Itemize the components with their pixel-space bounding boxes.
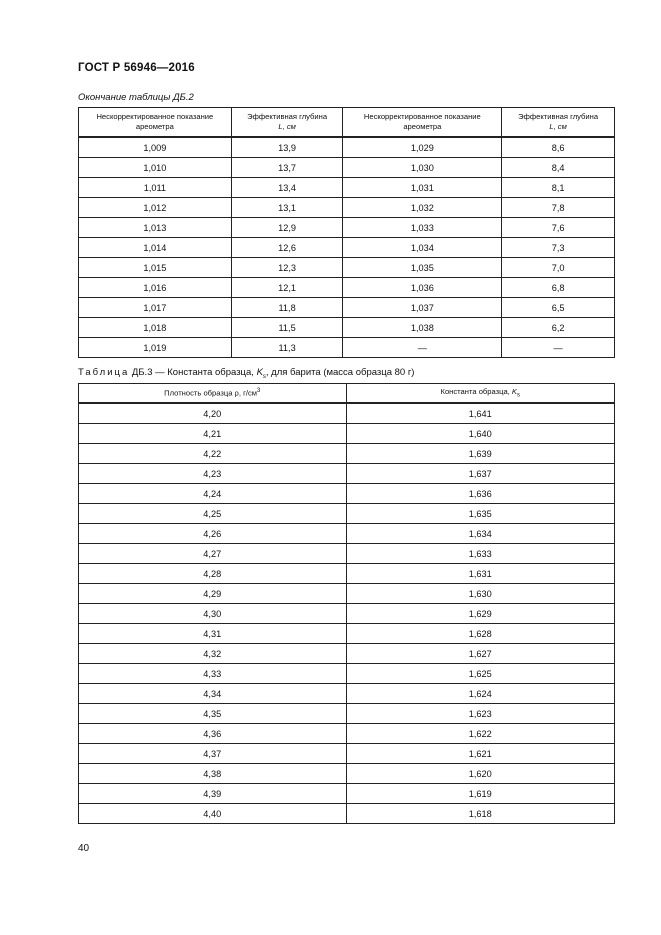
table-row xyxy=(79,484,615,504)
header-text: Плотность образца ρ, г/см xyxy=(164,388,257,398)
table-cell: 4,22 xyxy=(79,444,347,464)
table-cell: 7,3 xyxy=(502,238,615,258)
table-cell: 1,036 xyxy=(343,278,502,298)
table-cell: 1,010 xyxy=(79,158,232,178)
header-line: Нескорректированное показание xyxy=(96,112,214,121)
header-line: L, см xyxy=(549,122,567,131)
table-cell: 1,641 xyxy=(346,403,615,424)
table-cell: 1,639 xyxy=(346,444,615,464)
table-cell: 7,0 xyxy=(502,258,615,278)
table-cell: 4,20 xyxy=(79,403,347,424)
table-cell: 4,26 xyxy=(79,524,347,544)
table-cell: 1,635 xyxy=(346,504,615,524)
table2-header-density xyxy=(79,384,347,404)
table-cell: 1,017 xyxy=(79,298,232,318)
caption-word: Таблица xyxy=(78,367,130,378)
table-cell: 1,640 xyxy=(346,424,615,444)
table-cell: 4,21 xyxy=(79,424,347,444)
table-cell: 13,4 xyxy=(231,178,343,198)
table-cell: 1,631 xyxy=(346,564,615,584)
table-cell: 7,6 xyxy=(502,218,615,238)
table-row xyxy=(79,198,615,218)
table-cell: 1,627 xyxy=(346,644,615,664)
table1-header-depth-2 xyxy=(502,108,615,138)
table-cell: 7,8 xyxy=(502,198,615,218)
table-cell: 12,1 xyxy=(231,278,343,298)
table-db3 xyxy=(78,383,615,824)
table-row xyxy=(79,644,615,664)
header-var: K xyxy=(511,387,517,397)
table-cell: 1,018 xyxy=(79,318,232,338)
table-row xyxy=(79,624,615,644)
caption-tail: , для барита (масса образца 80 г) xyxy=(265,367,415,378)
table2-header-constant xyxy=(346,384,615,404)
table-cell: 4,25 xyxy=(79,504,347,524)
table-cell: 1,032 xyxy=(343,198,502,218)
table-cell: 4,39 xyxy=(79,784,347,804)
table-row xyxy=(79,524,615,544)
table-cell: 4,31 xyxy=(79,624,347,644)
header-line: Эффективная глубина xyxy=(518,112,599,121)
table-row xyxy=(79,504,615,524)
table-row xyxy=(79,724,615,744)
header-line: ареометра xyxy=(135,122,174,131)
table-cell: 6,2 xyxy=(502,318,615,338)
table-row xyxy=(79,218,615,238)
table-cell: 1,014 xyxy=(79,238,232,258)
table-cell: 4,28 xyxy=(79,564,347,584)
table-cell: 1,011 xyxy=(79,178,232,198)
table-cell: 4,29 xyxy=(79,584,347,604)
table-cell: 4,27 xyxy=(79,544,347,564)
table-cell: 1,019 xyxy=(79,338,232,358)
table-cell: 1,016 xyxy=(79,278,232,298)
table-cell: 1,622 xyxy=(346,724,615,744)
table-row xyxy=(79,424,615,444)
header-line: L, см xyxy=(278,122,296,131)
table-row xyxy=(79,278,615,298)
table-cell: 4,38 xyxy=(79,764,347,784)
table-row xyxy=(79,584,615,604)
table-cell: 1,618 xyxy=(346,804,615,824)
table-row xyxy=(79,238,615,258)
table-cell: 1,035 xyxy=(343,258,502,278)
table-cell: — xyxy=(343,338,502,358)
table-cell: 6,8 xyxy=(502,278,615,298)
table-cell: 13,7 xyxy=(231,158,343,178)
table2-caption xyxy=(78,367,414,380)
table-cell: 1,029 xyxy=(343,137,502,158)
table-cell: 12,3 xyxy=(231,258,343,278)
table-cell: 8,6 xyxy=(502,137,615,158)
header-line: Эффективная глубина xyxy=(247,112,328,121)
table1-header-row xyxy=(79,108,615,138)
table-cell: 4,24 xyxy=(79,484,347,504)
table-cell: 13,9 xyxy=(231,137,343,158)
table-cell: 1,621 xyxy=(346,744,615,764)
table-cell: 11,5 xyxy=(231,318,343,338)
table-cell: 1,030 xyxy=(343,158,502,178)
table-row xyxy=(79,764,615,784)
header-text: Константа образца, xyxy=(440,387,512,397)
table-cell: 4,30 xyxy=(79,604,347,624)
table-row xyxy=(79,318,615,338)
table-cell: 1,624 xyxy=(346,684,615,704)
table-row xyxy=(79,298,615,318)
page-number: 40 xyxy=(78,843,90,854)
table-cell: 12,9 xyxy=(231,218,343,238)
table-cell: 1,015 xyxy=(79,258,232,278)
table-cell: 1,636 xyxy=(346,484,615,504)
table-cell: 6,5 xyxy=(502,298,615,318)
caption-sub: s xyxy=(262,373,266,380)
table1-header-depth-1 xyxy=(231,108,343,138)
table-cell: 1,629 xyxy=(346,604,615,624)
table-row xyxy=(79,604,615,624)
table-row xyxy=(79,158,615,178)
table-cell: 1,630 xyxy=(346,584,615,604)
header-sup: 3 xyxy=(256,388,261,395)
table-row xyxy=(79,258,615,278)
table-cell: 1,623 xyxy=(346,704,615,724)
table-row xyxy=(79,464,615,484)
table-row xyxy=(79,403,615,424)
document-header: ГОСТ Р 56946—2016 xyxy=(78,62,195,74)
table-cell: 1,620 xyxy=(346,764,615,784)
table-cell: 1,634 xyxy=(346,524,615,544)
table-cell: 1,628 xyxy=(346,624,615,644)
table-row xyxy=(79,178,615,198)
table-cell: 8,4 xyxy=(502,158,615,178)
table-row xyxy=(79,544,615,564)
table1-header-reading-2 xyxy=(343,108,502,138)
caption-rest: ДБ.3 — Константа образца, xyxy=(129,367,257,378)
table-row xyxy=(79,784,615,804)
table-row xyxy=(79,564,615,584)
table-row xyxy=(79,684,615,704)
header-sub: s xyxy=(516,392,520,399)
table2-header-row xyxy=(79,384,615,404)
table-cell: 4,37 xyxy=(79,744,347,764)
table-cell: 4,36 xyxy=(79,724,347,744)
table-cell: 13,1 xyxy=(231,198,343,218)
table-cell: 1,625 xyxy=(346,664,615,684)
table-row xyxy=(79,338,615,358)
table-db2 xyxy=(78,107,615,358)
table-cell: 1,013 xyxy=(79,218,232,238)
table-cell: 1,031 xyxy=(343,178,502,198)
table-cell: 4,40 xyxy=(79,804,347,824)
table-cell: 1,637 xyxy=(346,464,615,484)
table-row xyxy=(79,137,615,158)
table-cell: 11,8 xyxy=(231,298,343,318)
table1-header-reading-1 xyxy=(79,108,232,138)
table-cell: 4,32 xyxy=(79,644,347,664)
table-cell: 1,012 xyxy=(79,198,232,218)
table-cell: 1,619 xyxy=(346,784,615,804)
table-row xyxy=(79,664,615,684)
table-cell: 1,038 xyxy=(343,318,502,338)
header-line: Нескорректированное показание xyxy=(363,112,481,121)
table-cell: 1,033 xyxy=(343,218,502,238)
table-row xyxy=(79,444,615,464)
table-row xyxy=(79,704,615,724)
table-cell: 4,33 xyxy=(79,664,347,684)
table-cell: 4,34 xyxy=(79,684,347,704)
table-cell: — xyxy=(502,338,615,358)
table-cell: 1,009 xyxy=(79,137,232,158)
table-cell: 12,6 xyxy=(231,238,343,258)
table-cell: 1,034 xyxy=(343,238,502,258)
table-cell: 4,23 xyxy=(79,464,347,484)
caption-var: K xyxy=(256,367,263,378)
table-cell: 1,633 xyxy=(346,544,615,564)
table-cell: 1,037 xyxy=(343,298,502,318)
table-row xyxy=(79,804,615,824)
table-cell: 4,35 xyxy=(79,704,347,724)
table-cell: 8,1 xyxy=(502,178,615,198)
table-row xyxy=(79,744,615,764)
header-line: ареометра xyxy=(403,122,442,131)
table1-caption: Окончание таблицы ДБ.2 xyxy=(78,92,194,103)
table-cell: 11,3 xyxy=(231,338,343,358)
